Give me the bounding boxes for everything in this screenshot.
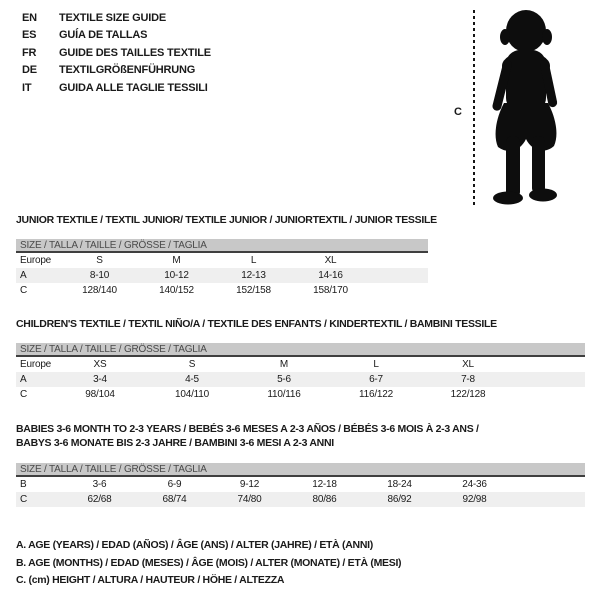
size-cell: 140/152	[159, 285, 194, 296]
baby-silhouette-icon	[479, 8, 575, 208]
filler-cell	[514, 387, 585, 402]
size-cell: 68/74	[162, 494, 187, 505]
guide-title: TEXTILE SIZE GUIDE	[59, 12, 167, 24]
legend-note-a: A. AGE (YEARS) / EDAD (AÑOS) / ÂGE (ANS) / ALTER (JAHRE) / ETÀ (ANNI)	[16, 539, 373, 551]
section-junior-textile	[16, 214, 437, 298]
list-item	[22, 45, 211, 62]
table-row	[16, 357, 585, 372]
language-code: ES	[22, 29, 37, 42]
size-cell: 14-16	[318, 270, 343, 281]
legend-notes	[16, 537, 401, 590]
size-cell: 110/116	[267, 389, 301, 400]
children-size-table	[16, 357, 585, 402]
filler-cell	[369, 268, 428, 283]
size-cell: 12-13	[241, 270, 266, 281]
size-cell: 116/122	[358, 389, 393, 400]
row-label: Europe	[20, 359, 52, 370]
size-cell: XL	[324, 255, 337, 266]
size-cell: 80/86	[312, 494, 337, 505]
row-label: Europe	[20, 255, 52, 266]
size-cell: 3-6	[92, 479, 107, 490]
filler-cell	[514, 357, 585, 372]
language-code: FR	[22, 46, 37, 59]
row-label: C	[20, 285, 28, 296]
table-row	[16, 387, 585, 402]
row-label: C	[20, 389, 28, 400]
list-item	[22, 27, 211, 44]
size-cell: XL	[462, 359, 474, 370]
heading-line: BABYS 3-6 MONATE BIS 2-3 JAHRE / BAMBINI 3-6 MESI A 2-3 ANNI	[16, 437, 334, 449]
row-label: A	[20, 270, 27, 281]
table-row	[16, 372, 585, 387]
legend-note-b: B. AGE (MONTHS) / EDAD (MESES) / ÂGE (MOIS) / ALTER (MONATE) / ETÀ (MESI)	[16, 556, 402, 569]
language-code: EN	[22, 12, 37, 24]
size-cell: 7-8	[461, 374, 475, 385]
row-label: A	[20, 374, 27, 385]
size-cell: 62/68	[87, 494, 112, 505]
section-childrens-textile	[16, 318, 585, 402]
size-cell: 74/80	[237, 494, 262, 505]
section-babies-textile	[16, 422, 585, 507]
size-cell: 158/170	[313, 285, 348, 296]
size-cell: 6-9	[167, 479, 182, 490]
table-row	[16, 477, 585, 492]
table-row	[16, 283, 428, 298]
legend-note-c: C. (cm) HEIGHT / ALTURA / HAUTEUR / HÖHE / ALTEZZA	[16, 574, 285, 586]
size-cell: S	[188, 359, 196, 370]
list-item	[22, 80, 211, 97]
size-cell: 152/158	[236, 285, 271, 296]
size-cell: 86/92	[387, 494, 412, 505]
filler-cell	[369, 253, 428, 268]
section-heading: JUNIOR TEXTILE / TEXTIL JUNIOR/ TEXTILE JUNIOR / JUNIORTEXTIL / JUNIOR TESSILE	[16, 214, 437, 226]
section-heading: CHILDREN'S TEXTILE / TEXTIL NIÑO/A / TEXTILE DES ENFANTS / KINDERTEXTIL / BAMBINI TESSILE	[16, 318, 497, 330]
size-cell: 8-10	[89, 270, 110, 281]
size-header-bar: SIZE / TALLA / TAILLE / GRÖSSE / TAGLIA	[16, 463, 585, 477]
guide-title: GUIDA ALLE TAGLIE TESSILI	[59, 81, 208, 94]
size-cell: 128/140	[82, 285, 117, 296]
size-cell: L	[373, 359, 379, 370]
filler-cell	[512, 477, 585, 492]
height-measure-label: C	[454, 106, 462, 118]
size-cell: S	[96, 255, 103, 266]
language-title-list	[22, 10, 211, 97]
size-cell: XS	[93, 359, 107, 370]
language-code: IT	[22, 81, 32, 94]
guide-title: TEXTILGRÖßENFÜHRUNG	[59, 64, 196, 77]
size-cell: 92/98	[462, 494, 487, 505]
language-code: DE	[22, 64, 37, 77]
babies-size-table	[16, 477, 585, 507]
filler-cell	[514, 372, 585, 387]
list-item	[22, 62, 211, 79]
list-item	[22, 10, 211, 27]
size-cell: 122/128	[450, 389, 486, 400]
size-cell: 4-5	[185, 374, 199, 385]
size-header-bar: SIZE / TALLA / TAILLE / GRÖSSE / TAGLIA	[16, 239, 428, 253]
row-label: C	[20, 494, 28, 505]
size-cell: 98/104	[85, 389, 115, 400]
junior-size-table	[16, 253, 428, 298]
size-cell: 18-24	[387, 479, 412, 490]
size-cell: 104/110	[174, 389, 209, 400]
size-cell: 24-36	[462, 479, 487, 490]
guide-title: GUÍA DE TALLAS	[59, 29, 148, 42]
size-cell: 5-6	[277, 374, 291, 385]
filler-cell	[512, 492, 585, 507]
row-label: B	[20, 479, 27, 490]
size-cell: 10-12	[164, 270, 189, 281]
height-measure-dotted-line	[473, 10, 475, 208]
size-cell: M	[279, 359, 289, 370]
size-cell: 6-7	[369, 374, 383, 385]
guide-title: GUIDE DES TAILLES TEXTILE	[59, 46, 211, 59]
table-row	[16, 253, 428, 268]
filler-cell	[369, 283, 428, 298]
size-cell: M	[172, 255, 181, 266]
size-cell: L	[250, 255, 257, 266]
size-cell: 3-4	[93, 374, 107, 385]
section-heading	[16, 422, 585, 450]
table-row	[16, 268, 428, 283]
size-header-bar: SIZE / TALLA / TAILLE / GRÖSSE / TAGLIA	[16, 343, 585, 357]
heading-line: BABIES 3-6 MONTH TO 2-3 YEARS / BEBÉS 3-6 MESES A 2-3 AÑOS / BÉBÉS 3-6 MOIS À 2-3 ANS /	[16, 423, 479, 435]
size-cell: 12-18	[312, 479, 337, 490]
table-row	[16, 492, 585, 507]
size-cell: 9-12	[239, 479, 260, 490]
